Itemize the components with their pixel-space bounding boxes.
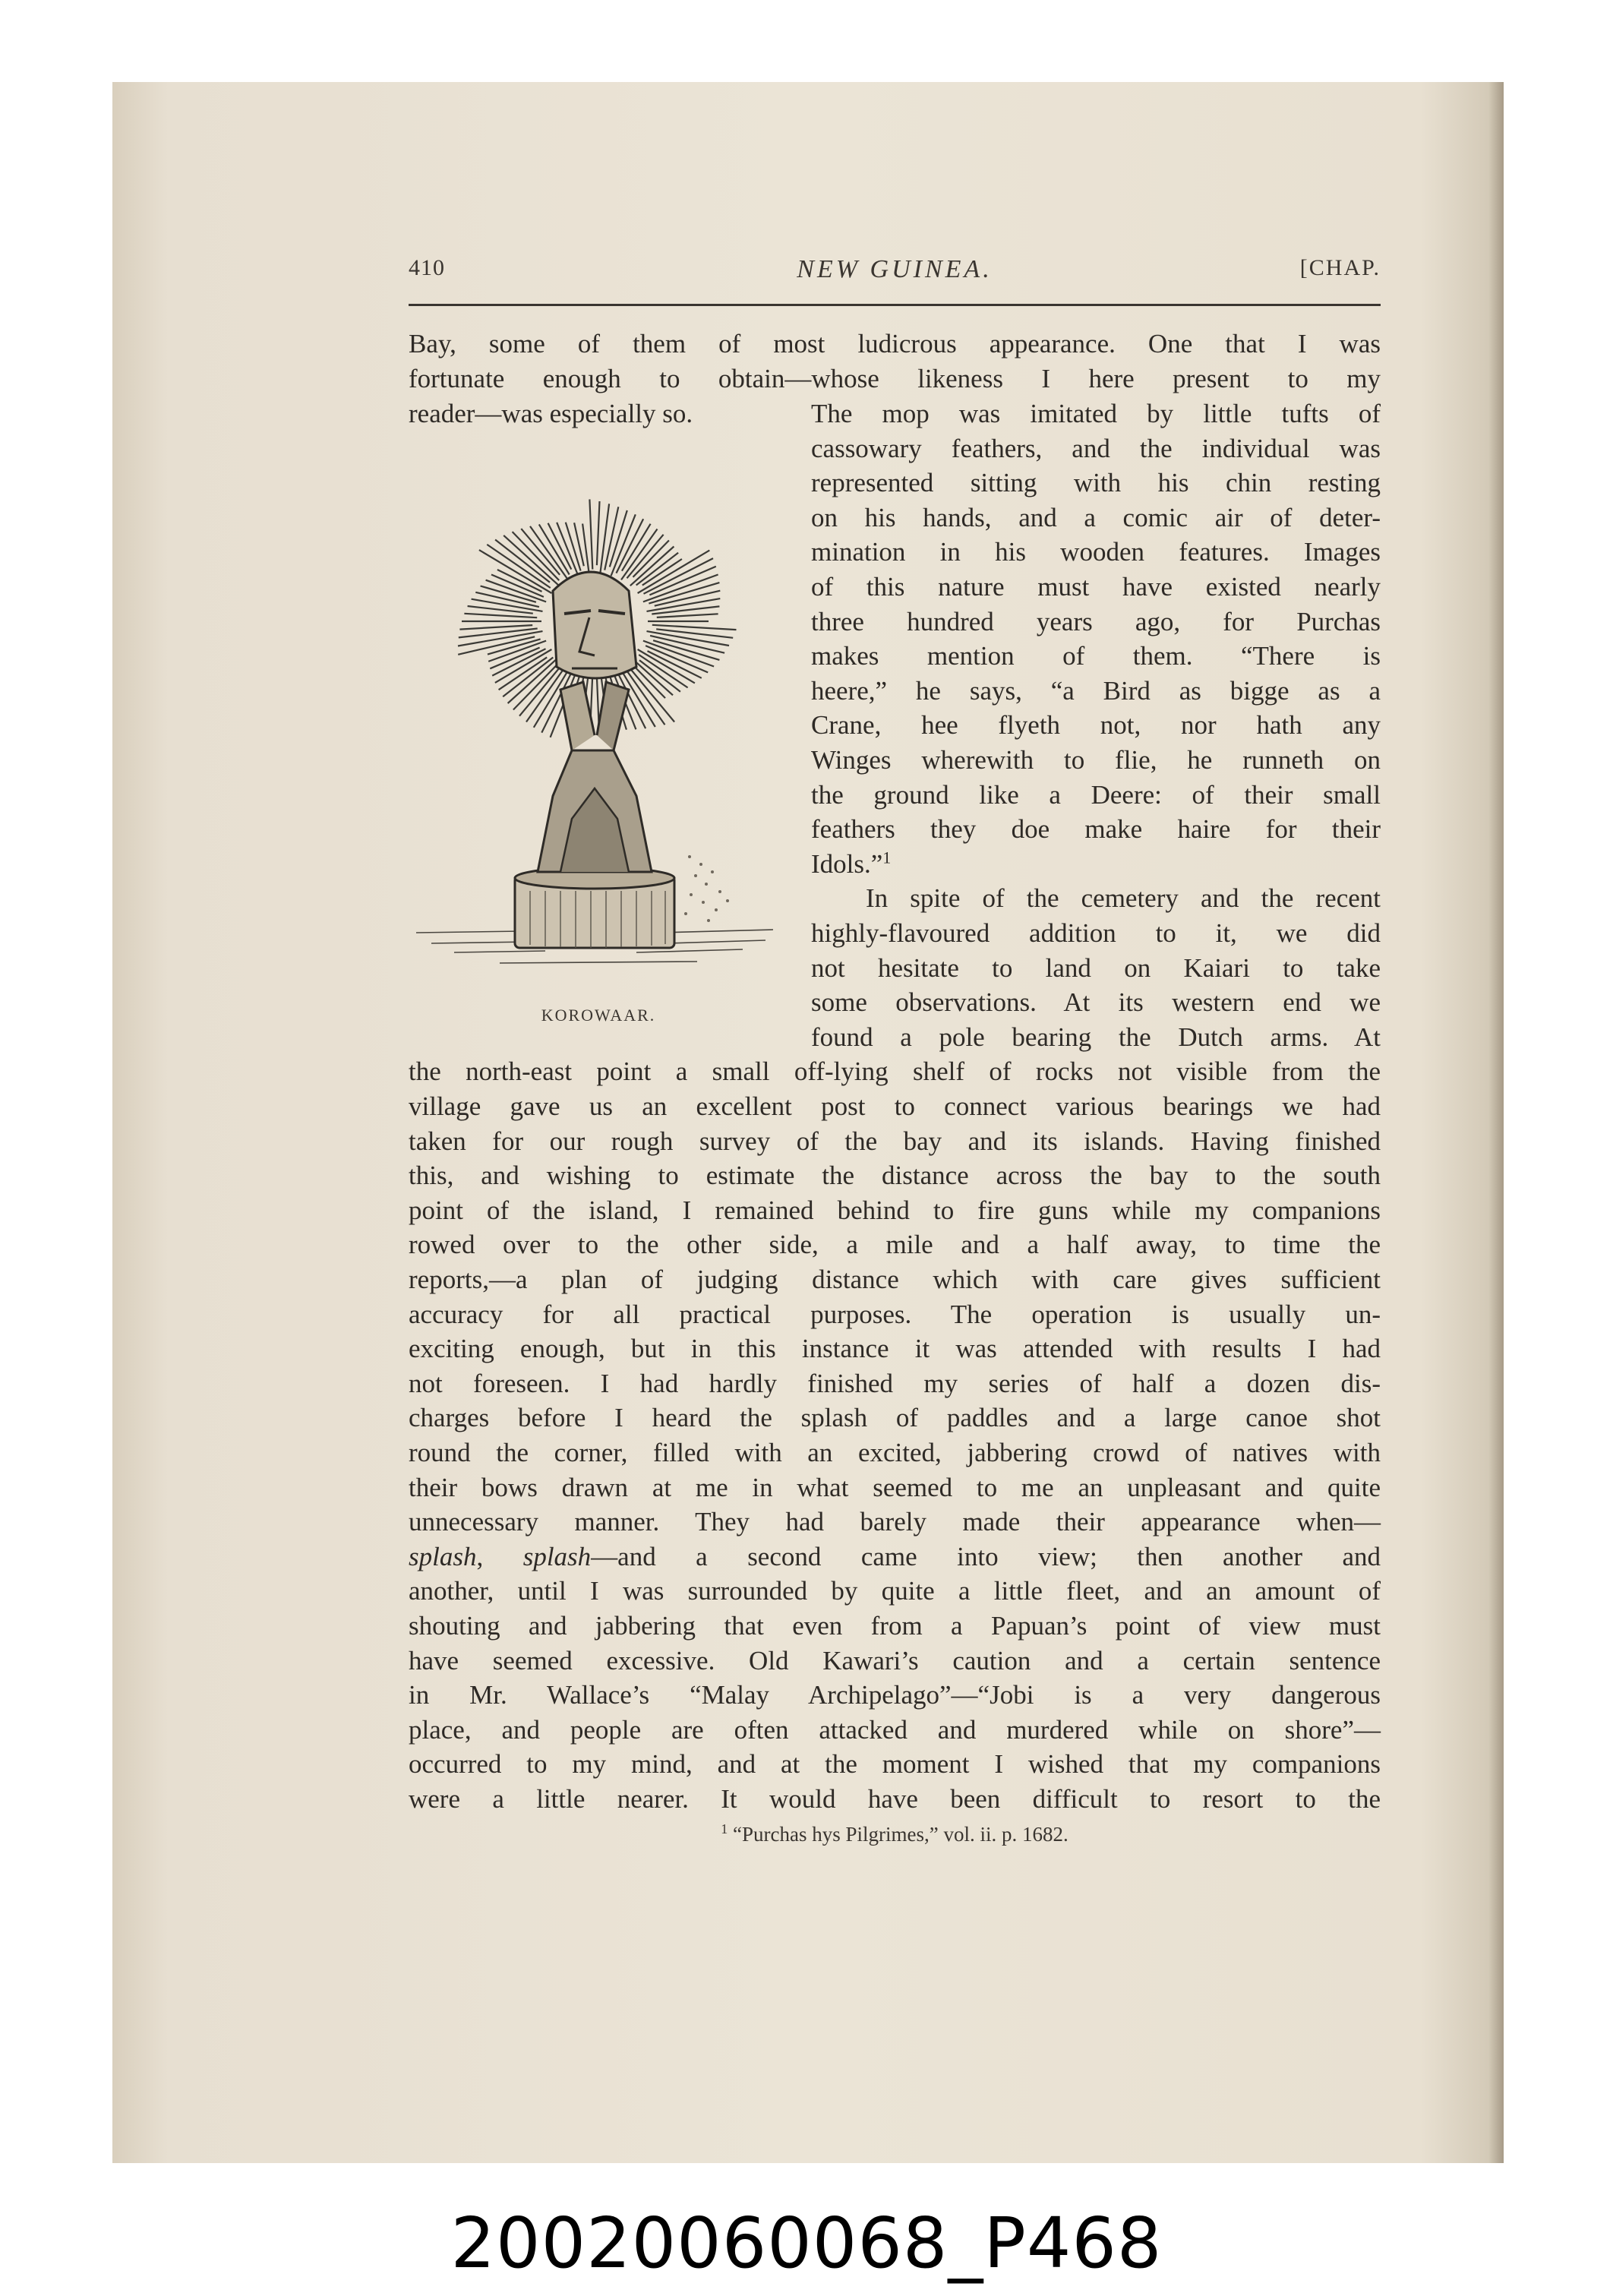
text-line: highly-flavoured addition to it, we did <box>811 918 1381 948</box>
text-line: the north-east point a small off-lying shelf of rocks not visible from the <box>409 1056 1381 1086</box>
korowaar-illustration <box>409 462 788 993</box>
text-line: some observations. At its western end we <box>811 987 1381 1017</box>
text-line: In spite of the cemetery and the recent <box>866 883 1381 913</box>
figure-caption: KOROWAAR. <box>541 1006 656 1025</box>
text-line: reports,—a plan of judging distance which with care gives sufficient <box>409 1265 1381 1294</box>
text-line: found a pole bearing the Dutch arms. At <box>811 1022 1381 1052</box>
text-line <box>811 847 1381 882</box>
idol-engraving <box>409 462 788 993</box>
text-line: Winges wherewith to flie, he runneth on <box>811 745 1381 775</box>
text-line: place, and people are often attacked and murdered while on shore”— <box>409 1715 1381 1745</box>
text-line: the ground like a Deere: of their small <box>811 780 1381 810</box>
text-line: unnecessary manner. They had barely made their appearance when— <box>409 1507 1381 1536</box>
text-line <box>409 1540 1381 1574</box>
text-line: occurred to my mind, and at the moment I wished that my companions <box>409 1749 1381 1779</box>
text-line: not hesitate to land on Kaiari to take <box>811 953 1381 983</box>
text-line: have seemed excessive. Old Kawari’s caution and a certain sentence <box>409 1646 1381 1675</box>
running-title: NEW GUINEA. <box>797 255 993 283</box>
text-line: Bay, some of them of most ludicrous appearance. One that I was <box>409 329 1381 358</box>
text-line: feathers they doe make haire for their <box>811 814 1381 844</box>
header-rule <box>409 304 1381 306</box>
text-line: three hundred years ago, for Purchas <box>811 607 1381 636</box>
text-fragment: , <box>476 1542 523 1571</box>
text-line: their bows drawn at me in what seemed to me an unpleasant and quite <box>409 1473 1381 1502</box>
text-line: in Mr. Wallace’s “Malay Archipelago”—“Jobi is a very dangerous <box>409 1680 1381 1710</box>
text-line: accuracy for all practical purposes. The operation is usually un- <box>409 1300 1381 1329</box>
text-line: mination in his wooden features. Images <box>811 537 1381 567</box>
page-header <box>409 255 1381 292</box>
text-line: cassowary feathers, and the individual was <box>811 434 1381 463</box>
text-line: charges before I heard the splash of paddles and a large canoe shot <box>409 1403 1381 1432</box>
italic-word: splash <box>409 1542 477 1571</box>
footnote <box>409 1823 1381 1846</box>
text-line: taken for our rough survey of the bay and its islands. Having finished <box>409 1126 1381 1156</box>
text-line: represented sitting with his chin resting <box>811 468 1381 497</box>
italic-word: splash <box>522 1542 592 1571</box>
text-line: not foreseen. I had hardly finished my series of half a dozen dis- <box>409 1369 1381 1398</box>
archive-identifier: 20020060068_P468 <box>450 2203 1163 2284</box>
text-line: another, until I was surrounded by quite a little fleet, and an amount of <box>409 1576 1381 1606</box>
text-line: rowed over to the other side, a mile and a half away, to time the <box>409 1230 1381 1259</box>
footnote-reference: 1 <box>882 848 892 867</box>
text-line: exciting enough, but in this instance it was attended with results I had <box>409 1334 1381 1363</box>
text-line: on his hands, and a comic air of deter- <box>811 503 1381 532</box>
text-line: round the corner, filled with an excited, jabbering crowd of natives with <box>409 1438 1381 1467</box>
footnote-marker: 1 <box>721 1821 728 1836</box>
text-fragment: —and a second came into view; then another and <box>591 1542 1381 1571</box>
text-line: shouting and jabbering that even from a Papuan’s point of view must <box>409 1611 1381 1641</box>
chapter-mark: [CHAP. <box>1299 255 1381 280</box>
text-line: this, and wishing to estimate the distance across the bay to the south <box>409 1161 1381 1190</box>
text-line: point of the island, I remained behind to fire guns while my companions <box>409 1195 1381 1225</box>
text-line: were a little nearer. It would have been difficult to resort to the <box>409 1784 1381 1814</box>
page-edge-shadow <box>1488 82 1504 2163</box>
text-line: village gave us an excellent post to connect various bearings we had <box>409 1091 1381 1121</box>
text-line: of this nature must have existed nearly <box>811 572 1381 602</box>
text-line-content: Idols.” <box>811 849 883 879</box>
text-line: Crane, hee flyeth not, nor hath any <box>811 710 1381 740</box>
text-line: reader—was especially so. <box>409 399 693 428</box>
footnote-text: “Purchas hys Pilgrimes,” vol. ii. p. 1682. <box>733 1823 1068 1846</box>
text-line: The mop was imitated by little tufts of <box>811 399 1381 428</box>
text-line: makes mention of them. “There is <box>811 641 1381 671</box>
text-line: fortunate enough to obtain—whose likeness I here present to my <box>409 364 1381 393</box>
text-line: heere,” he says, “a Bird as bigge as a <box>811 676 1381 706</box>
page-number: 410 <box>409 255 445 280</box>
